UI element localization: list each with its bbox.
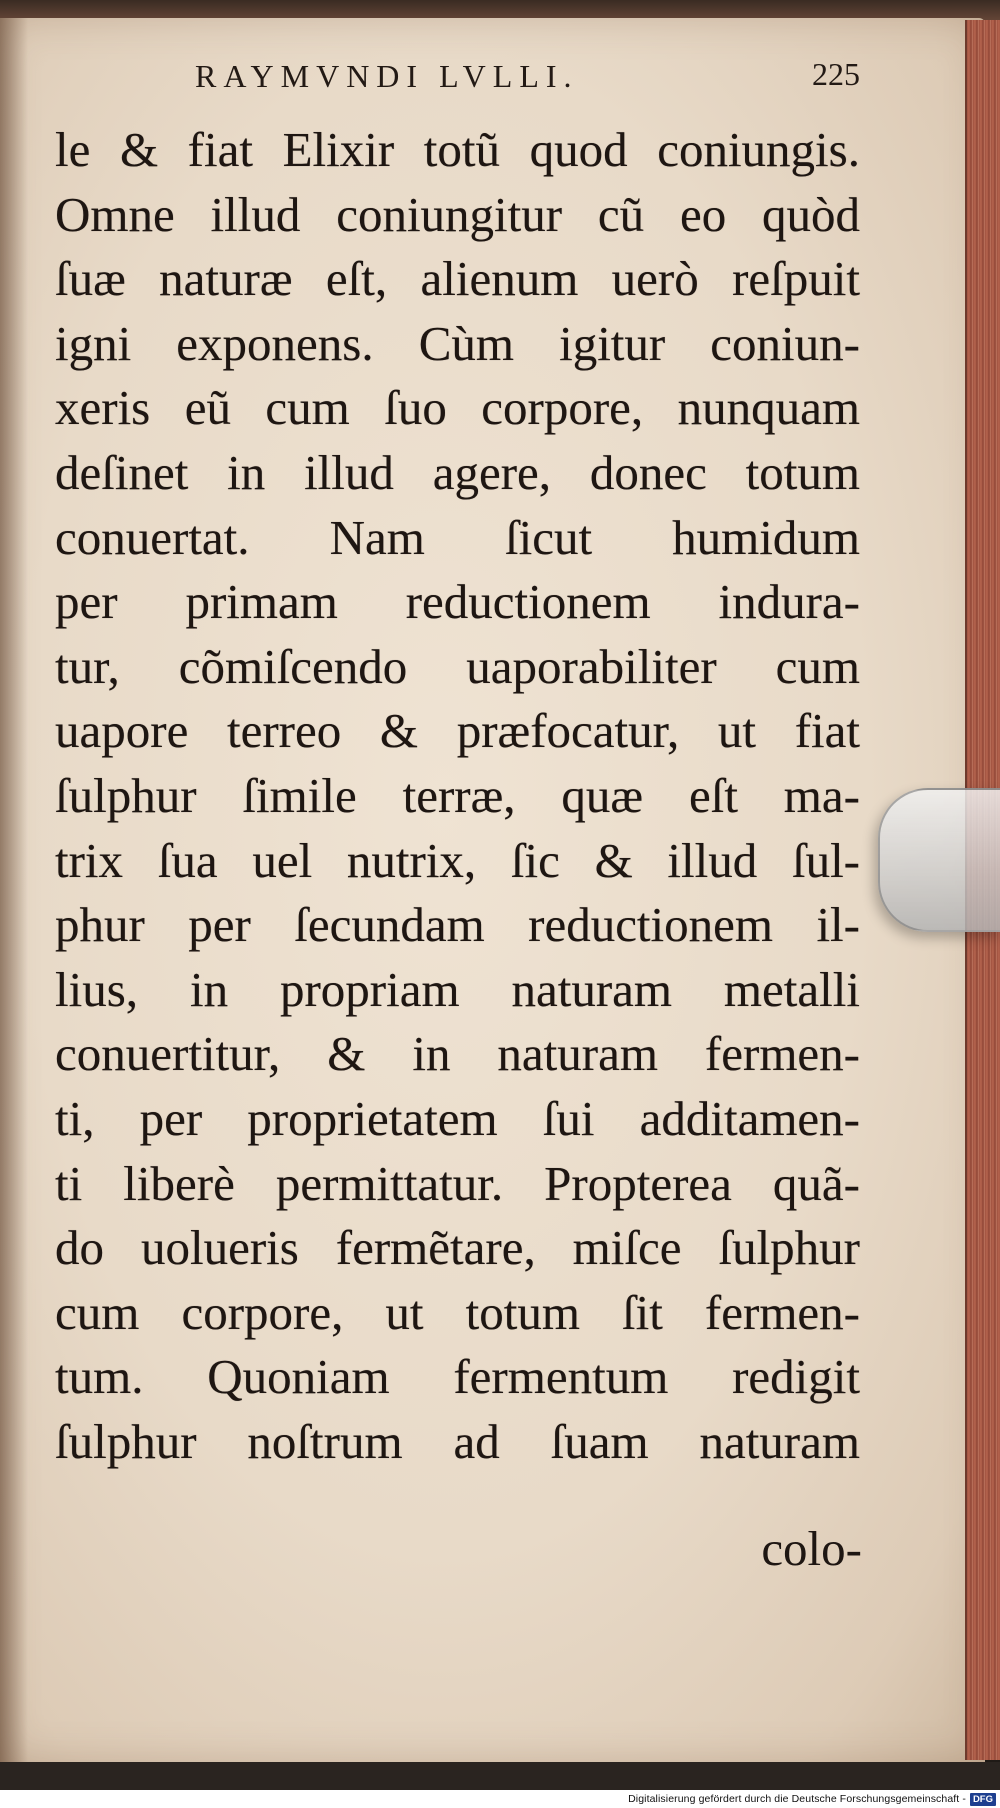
funding-footer xyxy=(0,1790,1000,1808)
text-line: tum. Quoniam fermentum redigit xyxy=(55,1349,860,1405)
text-line: xeris eũ cum ſuo corpore, nunquam xyxy=(55,380,860,436)
text-line: lius, in propriam naturam metalli xyxy=(55,961,860,1017)
body-text xyxy=(55,118,860,1474)
text-line: deſinet in illud agere, donec totum xyxy=(55,444,860,500)
dfg-logo-icon: DFG xyxy=(970,1793,996,1806)
page-number: 225 xyxy=(812,56,860,92)
catchword: colo- xyxy=(761,1521,862,1576)
spine-shadow xyxy=(0,18,28,1763)
text-line: igni exponens. Cùm igitur coniun- xyxy=(55,315,860,371)
book-bottom-edge xyxy=(0,1762,1000,1790)
text-line: ſulphur ſimile terræ, quæ eſt ma- xyxy=(55,767,860,823)
text-line: ſulphur noſtrum ad ſuam naturam xyxy=(55,1413,860,1469)
text-line: Omne illud coniungitur cũ eo quòd xyxy=(55,186,860,242)
text-line: do uolueris fermẽtare, miſce ſulphur xyxy=(55,1220,860,1276)
text-line: ti liberè permittatur. Propterea quã- xyxy=(55,1155,860,1211)
text-line: cum corpore, ut totum ſit fermen- xyxy=(55,1284,860,1340)
page-clip xyxy=(878,788,1000,932)
text-line: conuertitur, & in naturam fermen- xyxy=(55,1026,860,1082)
catchword-row xyxy=(0,1520,870,1590)
text-line: tur, cõmiſcendo uaporabiliter cum xyxy=(55,638,860,694)
text-line: conuertat. Nam ſicut humidum xyxy=(55,509,860,565)
text-line: ſuæ naturæ eſt, alienum uerò reſpuit xyxy=(55,251,860,307)
text-line: le & fiat Elixir totũ quod coniungis. xyxy=(55,122,860,177)
text-line: ti, per proprietatem ſui additamen- xyxy=(55,1090,860,1146)
funding-credit: Digitalisierung gefördert durch die Deutsche Forschungsgemeinschaft - xyxy=(628,1793,966,1805)
text-line: trix ſua uel nutrix, ſic & illud ſul- xyxy=(55,832,860,888)
running-head xyxy=(0,58,870,108)
text-line: phur per ſecundam reductionem il- xyxy=(55,897,860,953)
text-line: per primam reductionem indura- xyxy=(55,574,860,630)
running-head-title: RAYMVNDI LVLLI. xyxy=(195,58,579,94)
text-line: uapore terreo & præfocatur, ut fiat xyxy=(55,703,860,759)
